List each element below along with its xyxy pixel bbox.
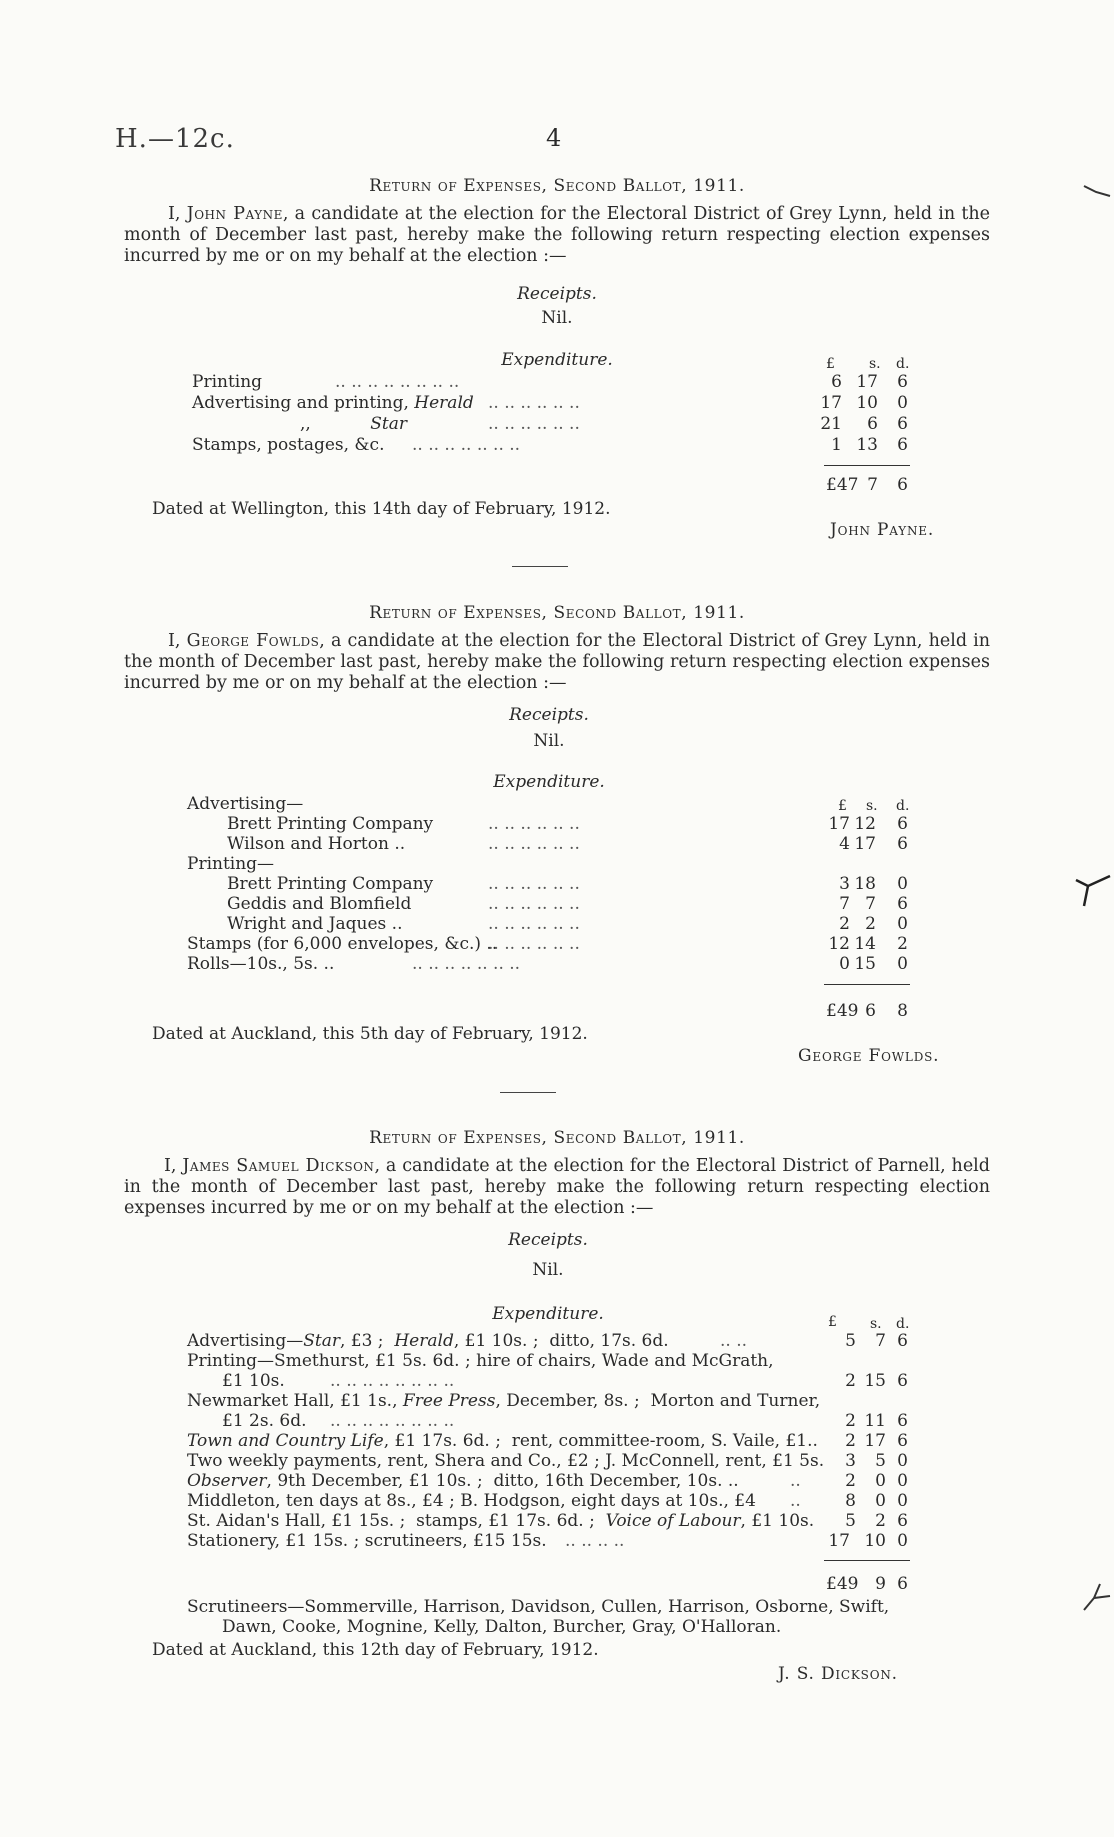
- item-pence: 2: [897, 934, 908, 954]
- return-2-dated: Dated at Auckland, this 5th day of February, 1912.: [152, 1024, 588, 1044]
- leader-dots: .. .. .. .. .. ..: [488, 874, 580, 894]
- item-pence: 6: [897, 372, 908, 392]
- leader-dots: .. .. .. .. .. .. .. ..: [330, 1371, 455, 1391]
- item-label: ,, Star: [300, 414, 407, 434]
- item-pounds: 5: [845, 1511, 856, 1531]
- item-pence: 0: [897, 914, 908, 934]
- intro-prefix: I,: [168, 204, 187, 224]
- item-label: Advertising—Star, £3 ; Herald, £1 10s. ; ditto, 17s. 6d.: [187, 1331, 669, 1351]
- item-label: Town and Country Life, £1 17s. 6d. ; rent, committee-room, S. Vaile, £1..: [187, 1431, 818, 1451]
- item-shillings: 10: [856, 393, 878, 413]
- return-1-receipts-heading: Receipts.: [517, 284, 597, 304]
- return-2-intro: [124, 631, 990, 694]
- intro-prefix: I,: [168, 631, 187, 651]
- return-1-signature: John Payne.: [830, 520, 935, 540]
- return-1-expenditure-heading: Expenditure.: [501, 350, 613, 370]
- item-pounds: 21: [820, 414, 842, 434]
- leader-dots: .. .. .. .. .. ..: [488, 934, 580, 954]
- item-shillings: 2: [875, 1511, 886, 1531]
- margin-tick-icon: [1074, 870, 1112, 910]
- margin-tick-icon: [1080, 1580, 1112, 1620]
- item-shillings: 13: [856, 435, 878, 455]
- item-label: Rolls—10s., 5s. ..: [187, 954, 335, 974]
- return-1-intro: [124, 204, 990, 267]
- total-rule: [824, 465, 910, 466]
- item-shillings: 14: [854, 934, 876, 954]
- intro-text: , a candidate at the election for the Electoral District of Parnell, held in the month of December last past, hereby make the following return respecting election expenses incurred by me or on my behalf at the election :—: [124, 1156, 990, 1218]
- scrutineers-line-1: Scrutineers—Sommerville, Harrison, Davidson, Cullen, Harrison, Osborne, Swift,: [187, 1597, 890, 1617]
- item-label: Geddis and Blomfield: [227, 894, 412, 914]
- total-rule: [824, 1560, 910, 1561]
- item-label: Wilson and Horton ..: [227, 834, 406, 854]
- leader-dots: .. .. .. .. .. ..: [488, 814, 580, 834]
- item-pounds: 2: [845, 1411, 856, 1431]
- item-pence: 6: [897, 894, 908, 914]
- leader-dots: ..: [790, 1491, 801, 1511]
- item-pence: 6: [897, 414, 908, 434]
- item-label: Two weekly payments, rent, Shera and Co., £2 ; J. McConnell, rent, £1 5s.: [187, 1451, 825, 1471]
- return-3-title: Return of Expenses, Second Ballot, 1911.: [369, 1128, 745, 1148]
- item-pounds: 8: [845, 1491, 856, 1511]
- item-label-cont: £1 2s. 6d.: [222, 1411, 307, 1431]
- item-shillings: 5: [875, 1451, 886, 1471]
- item-pence: 6: [897, 834, 908, 854]
- leader-dots: .. .. .. .. .. ..: [488, 894, 580, 914]
- item-pounds: 7: [839, 894, 850, 914]
- item-pence: 0: [897, 1471, 908, 1491]
- return-3-receipts-heading: Receipts.: [508, 1230, 588, 1250]
- leader-dots: .. .. .. .. .. ..: [488, 393, 580, 413]
- item-label: Advertising and printing, Herald: [192, 393, 474, 413]
- candidate-name: George Fowlds: [186, 631, 320, 651]
- item-pounds: 6: [831, 372, 842, 392]
- item-label: Observer, 9th December, £1 10s. ; ditto, 16th December, 10s. ..: [187, 1471, 739, 1491]
- item-shillings: 18: [854, 874, 876, 894]
- item-shillings: 0: [875, 1471, 886, 1491]
- shillings-header: s.: [869, 356, 881, 372]
- leader-dots: .. .. .. .. .. .. ..: [412, 435, 521, 455]
- total-pence: 6: [897, 475, 908, 495]
- item-shillings: 6: [867, 414, 878, 434]
- item-pence: 0: [897, 393, 908, 413]
- item-pounds: 3: [845, 1451, 856, 1471]
- item-label: St. Aidan's Hall, £1 15s. ; stamps, £1 17s. 6d. ; Voice of Labour, £1 10s.: [187, 1511, 815, 1531]
- return-2-expenditure-heading: Expenditure.: [493, 772, 605, 792]
- item-pence: 0: [897, 874, 908, 894]
- scrutineers-line-2: Dawn, Cooke, Mognine, Kelly, Dalton, Burcher, Gray, O'Halloran.: [222, 1617, 782, 1637]
- item-shillings: 11: [864, 1411, 886, 1431]
- item-pounds: 2: [839, 914, 850, 934]
- intro-prefix: I,: [164, 1156, 183, 1176]
- item-shillings: 2: [865, 914, 876, 934]
- pounds-header: £: [828, 1314, 837, 1330]
- leader-dots: .. .. .. .. .. ..: [488, 834, 580, 854]
- item-shillings: 7: [865, 894, 876, 914]
- item-pounds: 17: [820, 393, 842, 413]
- leader-dots: .. .. .. .. .. .. .. ..: [330, 1411, 455, 1431]
- intro-text: , a candidate at the election for the Electoral District of Grey Lynn, held in the month of December last past, hereby make the following return respecting election expenses incurred by me or on my behalf at the election :—: [124, 204, 990, 266]
- item-label: Printing: [192, 372, 263, 392]
- item-pounds: 17: [828, 1531, 850, 1551]
- item-pence: 6: [897, 435, 908, 455]
- leader-dots: .. ..: [720, 1331, 748, 1351]
- item-label: Printing—Smethurst, £1 5s. 6d. ; hire of chairs, Wade and McGrath,: [187, 1351, 774, 1371]
- intro-text: , a candidate at the election for the Electoral District of Grey Lynn, held in the month of December last past, hereby make the following return respecting election expenses incurred by me or on my behalf at the election :—: [124, 631, 990, 693]
- group-advertising: Advertising—: [187, 794, 304, 814]
- item-label: Middleton, ten days at 8s., £4 ; B. Hodgson, eight days at 10s., £4: [187, 1491, 756, 1511]
- item-label: Stamps, postages, &c.: [192, 435, 385, 455]
- item-label: Stationery, £1 15s. ; scrutineers, £15 15s.: [187, 1531, 547, 1551]
- item-pounds: 2: [845, 1371, 856, 1391]
- total-shillings: 6: [865, 1001, 876, 1021]
- item-label: Newmarket Hall, £1 1s., Free Press, December, 8s. ; Morton and Turner,: [187, 1391, 821, 1411]
- total-pounds: £47: [826, 475, 859, 495]
- return-3-dated: Dated at Auckland, this 12th day of February, 1912.: [152, 1640, 599, 1660]
- item-pence: 6: [897, 814, 908, 834]
- return-1-receipts-value: Nil.: [541, 308, 573, 328]
- item-pounds: 3: [839, 874, 850, 894]
- item-pounds: 4: [839, 834, 850, 854]
- item-pence: 6: [897, 1511, 908, 1531]
- item-label: Stamps (for 6,000 envelopes, &c.) ..: [187, 934, 498, 954]
- item-shillings: 10: [864, 1531, 886, 1551]
- item-shillings: 17: [856, 372, 878, 392]
- total-pounds: £49: [826, 1574, 859, 1594]
- item-label: Wright and Jaques ..: [227, 914, 403, 934]
- item-pence: 6: [897, 1411, 908, 1431]
- return-2-receipts-value: Nil.: [533, 731, 565, 751]
- pence-header: d.: [896, 1316, 910, 1332]
- total-shillings: 9: [875, 1574, 886, 1594]
- item-pounds: 5: [845, 1331, 856, 1351]
- item-shillings: 17: [854, 834, 876, 854]
- item-pounds: 12: [828, 934, 850, 954]
- item-pounds: 2: [845, 1431, 856, 1451]
- item-shillings: 0: [875, 1491, 886, 1511]
- item-label: Brett Printing Company: [227, 874, 434, 894]
- leader-dots: .. .. .. .. .. .. .. ..: [335, 372, 460, 392]
- margin-mark-icon: [1082, 180, 1112, 210]
- total-pence: 6: [897, 1574, 908, 1594]
- total-shillings: 7: [867, 475, 878, 495]
- return-3-signature: J. S. Dickson.: [778, 1664, 898, 1684]
- leader-dots: ..: [790, 1471, 801, 1491]
- section-divider: [500, 1092, 556, 1093]
- return-3-intro: [124, 1156, 990, 1219]
- pence-header: d.: [896, 356, 910, 372]
- leader-dots: .. .. .. .. .. ..: [488, 914, 580, 934]
- pounds-header: £: [826, 356, 835, 372]
- item-pence: 0: [897, 1491, 908, 1511]
- return-3-receipts-value: Nil.: [532, 1260, 564, 1280]
- leader-dots: .. .. .. .. .. .. ..: [412, 954, 521, 974]
- item-shillings: 7: [875, 1331, 886, 1351]
- item-pounds: 17: [828, 814, 850, 834]
- document-reference: H.—12c.: [115, 124, 235, 154]
- item-pence: 6: [897, 1331, 908, 1351]
- section-divider: [512, 566, 568, 567]
- item-shillings: 15: [854, 954, 876, 974]
- return-1-title: Return of Expenses, Second Ballot, 1911.: [369, 176, 745, 196]
- item-label: Brett Printing Company: [227, 814, 434, 834]
- return-2-title: Return of Expenses, Second Ballot, 1911.: [369, 603, 745, 623]
- item-pounds: 1: [831, 435, 842, 455]
- total-rule: [824, 984, 910, 985]
- item-pence: 6: [897, 1371, 908, 1391]
- page-number: 4: [546, 124, 562, 152]
- item-pence: 0: [897, 1451, 908, 1471]
- item-pence: 6: [897, 1431, 908, 1451]
- item-shillings: 12: [854, 814, 876, 834]
- candidate-name: John Payne: [186, 204, 283, 224]
- item-pence: 0: [897, 954, 908, 974]
- group-printing: Printing—: [187, 854, 275, 874]
- leader-dots: .. .. .. ..: [565, 1531, 625, 1551]
- item-pounds: 2: [845, 1471, 856, 1491]
- return-1-dated: Dated at Wellington, this 14th day of February, 1912.: [152, 499, 611, 519]
- item-pounds: 0: [839, 954, 850, 974]
- pence-header: d.: [896, 798, 910, 814]
- return-2-signature: George Fowlds.: [798, 1046, 940, 1066]
- leader-dots: .. .. .. .. .. ..: [488, 414, 580, 434]
- total-pence: 8: [897, 1001, 908, 1021]
- pounds-header: £: [838, 798, 847, 814]
- return-3-expenditure-heading: Expenditure.: [492, 1304, 604, 1324]
- candidate-name: James Samuel Dickson: [182, 1156, 375, 1176]
- item-shillings: 17: [864, 1431, 886, 1451]
- return-2-receipts-heading: Receipts.: [509, 705, 589, 725]
- item-label-cont: £1 10s.: [222, 1371, 285, 1391]
- item-pence: 0: [897, 1531, 908, 1551]
- shillings-header: s.: [870, 1316, 882, 1332]
- shillings-header: s.: [866, 798, 878, 814]
- total-pounds: £49: [826, 1001, 859, 1021]
- item-shillings: 15: [864, 1371, 886, 1391]
